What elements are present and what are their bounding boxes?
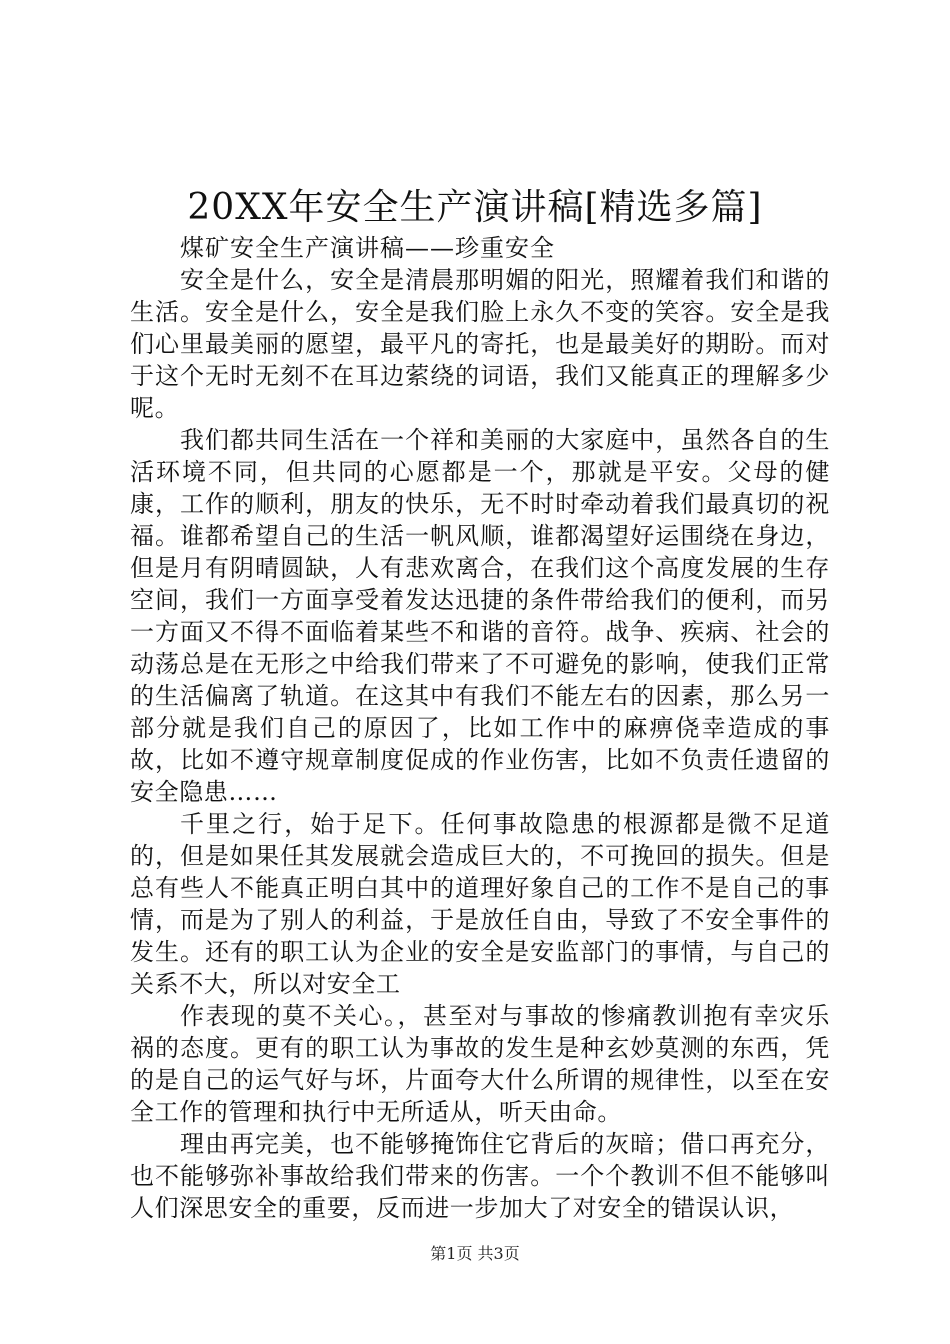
paragraph: 作表现的莫不关心。，甚至对与事故的惨痛教训抱有幸灾乐祸的态度。更有的职工认为事故的发生是种玄妙莫测的东西，凭的是自己的运气好与坏，片面夸大什么所谓的规律性，以至在安全工作的管理和执行中无所适从，听天由命。 bbox=[130, 1002, 830, 1126]
paragraph: 千里之行，始于足下。任何事故隐患的根源都是微不足道的，但是如果任其发展就会造成巨大的，不可挽回的损失。但是总有些人不能真正明白其中的道理好象自己的工作不是自己的事情，而是为了别人的利益，于是放任自由，导致了不安全事件的发生。还有的职工认为企业的安全是安监部门的事情，与自己的关系不大，所以对安全工 bbox=[130, 810, 830, 998]
paragraph: 安全是什么，安全是清晨那明媚的阳光，照耀着我们和谐的生活。安全是什么，安全是我们脸上永久不变的笑容。安全是我们心里最美丽的愿望，最平凡的寄托，也是最美好的期盼。而对于这个无时无刻不在耳边萦绕的词语，我们又能真正的理解多少呢。 bbox=[130, 266, 830, 422]
page-footer: 第1页 共3页 bbox=[430, 1244, 520, 1263]
document-body bbox=[130, 264, 830, 1224]
paragraph: 我们都共同生活在一个祥和美丽的大家庭中，虽然各自的生活环境不同，但共同的心愿都是一个，那就是平安。父母的健康，工作的顺利，朋友的快乐，无不时时牵动着我们最真切的祝福。谁都希望自己的生活一帆风顺，谁都渴望好运围绕在身边，但是月有阴晴圆缺，人有悲欢离合，在我们这个高度发展的生存空间，我们一方面享受着发达迅捷的条件带给我们的便利，而另一方面又不得不面临着某些不和谐的音符。战争、疾病、社会的动荡总是在无形之中给我们带来了不可避免的影响，使我们正常的生活偏离了轨道。在这其中有我们不能左右的因素，那么另一部分就是我们自己的原因了，比如工作中的麻痹侥幸造成的事故，比如不遵守规章制度促成的作业伤害，比如不负责任遗留的安全隐患…… bbox=[130, 426, 830, 806]
paragraph: 理由再完美，也不能够掩饰住它背后的灰暗；借口再充分，也不能够弥补事故给我们带来的伤害。一个个教训不但不能够叫人们深思安全的重要，反而进一步加大了对安全的错误认识， bbox=[130, 1130, 830, 1222]
document-title: 20XX年安全生产演讲稿[精选多篇] bbox=[187, 187, 763, 228]
document-subtitle: 煤矿安全生产演讲稿——珍重安全 bbox=[180, 234, 555, 262]
